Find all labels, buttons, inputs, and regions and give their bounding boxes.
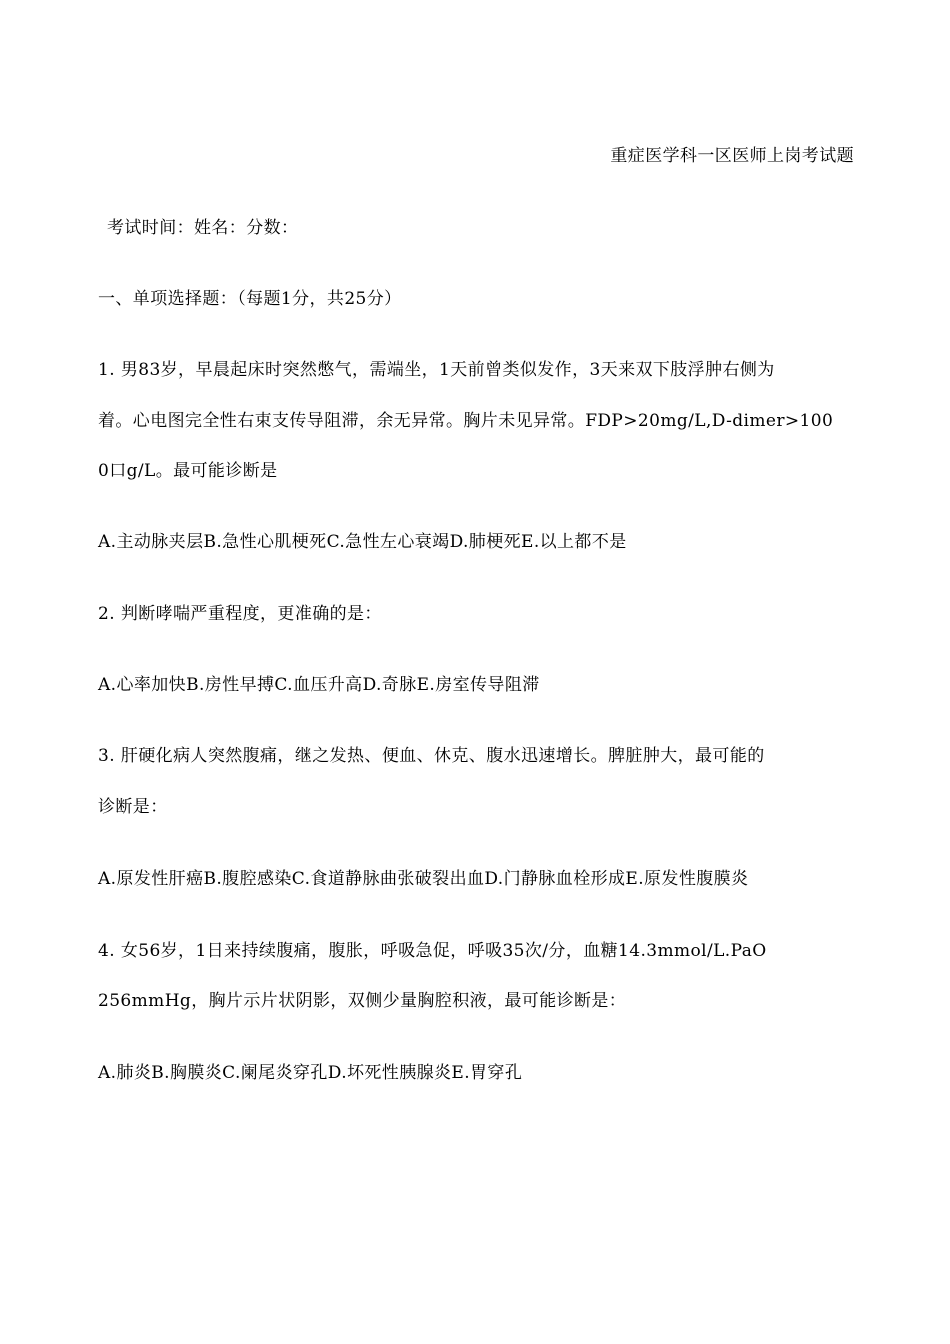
question-3-stem-line-2: 诊断是： bbox=[98, 797, 168, 817]
question-3-stem-line-1: 3. 肝硬化病人突然腹痛，继之发热、便血、休克、腹水迅速增长。脾脏肿大，最可能的 bbox=[98, 746, 765, 766]
exam-info-line: 考试时间：姓名：分数： bbox=[107, 218, 299, 238]
question-1-stem-line-2: 着。心电图完全性右束支传导阻滞，余无异常。胸片未见异常。FDP>20mg/L,D-dimer>100 bbox=[98, 411, 834, 431]
question-4-options: A.肺炎B.胸膜炎C.阑尾炎穿孔D.坏死性胰腺炎E.胃穿孔 bbox=[98, 1063, 523, 1083]
section-heading: 一、单项选择题：（每题1分，共25分） bbox=[98, 289, 402, 309]
document-title: 重症医学科一区医师上岗考试题 bbox=[610, 146, 854, 166]
question-3-options: A.原发性肝癌B.腹腔感染C.食道静脉曲张破裂出血D.门静脉血栓形成E.原发性腹膜炎 bbox=[98, 869, 749, 889]
question-1-stem-line-3: 0口g/L。最可能诊断是 bbox=[98, 461, 278, 481]
question-1-options: A.主动脉夹层B.急性心肌梗死C.急性左心衰竭D.肺梗死E.以上都不是 bbox=[98, 532, 627, 552]
question-4-stem-line-1: 4. 女56岁，1日来持续腹痛，腹胀，呼吸急促，呼吸35次/分，血糖14.3mmol/L.PaO bbox=[98, 941, 767, 961]
question-2-options: A.心率加快B.房性早搏C.血压升高D.奇脉E.房室传导阻滞 bbox=[98, 675, 540, 695]
question-2-stem-line-1: 2. 判断哮喘严重程度，更准确的是： bbox=[98, 604, 382, 624]
question-4-stem-line-2: 256mmHg，胸片示片状阴影，双侧少量胸腔积液，最可能诊断是： bbox=[98, 991, 627, 1011]
question-1-stem-line-1: 1. 男83岁，早晨起床时突然憋气，需端坐，1天前曾类似发作，3天来双下肢浮肿右侧为 bbox=[98, 360, 775, 380]
